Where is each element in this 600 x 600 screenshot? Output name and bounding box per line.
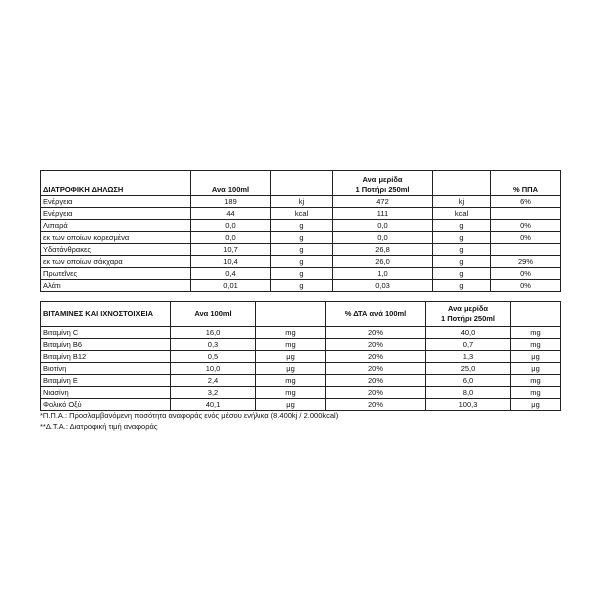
table-cell: 2,4 <box>171 375 256 387</box>
table-cell: 20% <box>326 375 426 387</box>
table-cell: 6% <box>491 196 561 208</box>
table-cell: g <box>433 268 491 280</box>
table-row <box>41 220 561 232</box>
table-cell: 1,0 <box>333 268 433 280</box>
table-cell: Νιασίνη <box>41 387 171 399</box>
table-cell: 0,4 <box>191 268 271 280</box>
table-cell: 40,1 <box>171 399 256 411</box>
table-cell: μg <box>511 351 561 363</box>
table-row <box>41 208 561 220</box>
table-cell: 40,0 <box>426 327 511 339</box>
table-cell: 26,0 <box>333 256 433 268</box>
table-cell: 0,0 <box>191 220 271 232</box>
table-cell: Ενέργεια <box>41 196 191 208</box>
table-cell: 29% <box>491 256 561 268</box>
table-row <box>41 280 561 292</box>
table-cell: 0% <box>491 220 561 232</box>
table-cell: mg <box>256 375 326 387</box>
table-row <box>41 244 561 256</box>
table-cell: Λιπαρά <box>41 220 191 232</box>
table-cell: 1,3 <box>426 351 511 363</box>
header-per-100ml: Ανα 100ml <box>191 171 271 196</box>
table-cell: mg <box>256 339 326 351</box>
table-cell: mg <box>511 339 561 351</box>
table-cell: kcal <box>433 208 491 220</box>
table-cell: Πρωτεΐνες <box>41 268 191 280</box>
table-cell: Βιταμίνη C <box>41 327 171 339</box>
table-cell: 0% <box>491 268 561 280</box>
table-cell: g <box>271 220 333 232</box>
table-header-row <box>41 171 561 196</box>
table-cell: g <box>271 280 333 292</box>
table-cell: mg <box>511 387 561 399</box>
table-cell: 16,0 <box>171 327 256 339</box>
table-cell: Φολικό Οξύ <box>41 399 171 411</box>
header-per-100ml: Ανα 100ml <box>171 302 256 327</box>
vitamins-table <box>40 301 561 411</box>
table-cell <box>491 208 561 220</box>
table-cell: 10,4 <box>191 256 271 268</box>
footnotes <box>40 410 338 432</box>
header-unit-blank <box>256 302 326 327</box>
header-per-portion: Ανα μερίδα 1 Ποτήρι 250ml <box>333 171 433 196</box>
table-cell: kcal <box>271 208 333 220</box>
table-header-row <box>41 302 561 327</box>
table-cell: μg <box>511 399 561 411</box>
table-cell: 20% <box>326 363 426 375</box>
table-cell: 10,0 <box>171 363 256 375</box>
table-cell: 0,03 <box>333 280 433 292</box>
table-row <box>41 387 561 399</box>
table-cell: μg <box>256 399 326 411</box>
nutrition-declaration-table <box>40 170 561 292</box>
table-cell: εκ των οποίων σάκχαρα <box>41 256 191 268</box>
header-nutrition-declaration: ΔΙΑΤΡΟΦΙΚΗ ΔΗΛΩΣΗ <box>41 171 191 196</box>
table-cell: kj <box>271 196 333 208</box>
table-cell: mg <box>256 387 326 399</box>
table-cell: 0,5 <box>171 351 256 363</box>
table-cell: 8,0 <box>426 387 511 399</box>
table-cell: g <box>433 280 491 292</box>
table-cell: g <box>271 256 333 268</box>
table-cell: mg <box>511 375 561 387</box>
table-cell: 20% <box>326 327 426 339</box>
header-per-portion: Ανα μερίδα 1 Ποτήρι 250ml <box>426 302 511 327</box>
table-cell: 3,2 <box>171 387 256 399</box>
table-cell: 10,7 <box>191 244 271 256</box>
table-cell: 0% <box>491 232 561 244</box>
table-cell: g <box>433 256 491 268</box>
table-cell: 6,0 <box>426 375 511 387</box>
table-cell: 26,8 <box>333 244 433 256</box>
table-cell: g <box>271 232 333 244</box>
table-row <box>41 375 561 387</box>
table-row <box>41 268 561 280</box>
table-cell: g <box>271 268 333 280</box>
footnote-ppa: *Π.Π.Α.: Προσλαμβανόμενη ποσότητα αναφοράς ενός μέσου ενήλικα (8.400kj / 2.000kcal) <box>40 411 339 420</box>
table-cell: 0,0 <box>333 220 433 232</box>
table-cell: g <box>433 220 491 232</box>
table-cell: 20% <box>326 351 426 363</box>
table-cell: g <box>433 244 491 256</box>
table-cell: 20% <box>326 399 426 411</box>
table-cell: 20% <box>326 387 426 399</box>
table-cell: kj <box>433 196 491 208</box>
header-dta: % ΔΤΑ ανά 100ml <box>326 302 426 327</box>
table-cell: 0,3 <box>171 339 256 351</box>
table-cell: μg <box>256 351 326 363</box>
table-cell: 472 <box>333 196 433 208</box>
table-row <box>41 351 561 363</box>
table-row <box>41 363 561 375</box>
table-cell: g <box>433 232 491 244</box>
table-cell: μg <box>511 363 561 375</box>
table-cell: 0,7 <box>426 339 511 351</box>
footnote-dta: **Δ.Τ.Α.: Διατροφική τιμή αναφοράς <box>40 422 158 431</box>
table-cell: 100,3 <box>426 399 511 411</box>
header-vitamins: ΒΙΤΑΜΙΝΕΣ ΚΑΙ ΙΧΝΟΣΤΟΙΧΕΙΑ <box>41 302 171 327</box>
table-cell: Αλάτι <box>41 280 191 292</box>
table-cell: 25,0 <box>426 363 511 375</box>
table-row <box>41 196 561 208</box>
table-cell: 111 <box>333 208 433 220</box>
table-cell <box>491 244 561 256</box>
table-cell: μg <box>256 363 326 375</box>
table-row <box>41 339 561 351</box>
header-unit-blank <box>433 171 491 196</box>
table-cell: 0,0 <box>333 232 433 244</box>
table-cell: 44 <box>191 208 271 220</box>
table-row <box>41 327 561 339</box>
table-cell: 0,0 <box>191 232 271 244</box>
header-ppa: % ΠΠΑ <box>491 171 561 196</box>
table-cell: 189 <box>191 196 271 208</box>
table-cell: mg <box>256 327 326 339</box>
table-cell: Βιταμίνη Β6 <box>41 339 171 351</box>
table-cell: Βιταμίνη Β12 <box>41 351 171 363</box>
table-row <box>41 399 561 411</box>
table-cell: εκ των οποίων κορεσμένα <box>41 232 191 244</box>
table-cell: Βιοτίνη <box>41 363 171 375</box>
table-cell: Υδατάνθρακες <box>41 244 191 256</box>
table-cell: mg <box>511 327 561 339</box>
header-unit-blank <box>511 302 561 327</box>
table-cell: g <box>271 244 333 256</box>
table-cell: 0% <box>491 280 561 292</box>
table-cell: 20% <box>326 339 426 351</box>
table-row <box>41 232 561 244</box>
table-row <box>41 256 561 268</box>
table-cell: 0,01 <box>191 280 271 292</box>
table-cell: Βιταμίνη Ε <box>41 375 171 387</box>
header-unit-blank <box>271 171 333 196</box>
table-cell: Ενέργεια <box>41 208 191 220</box>
